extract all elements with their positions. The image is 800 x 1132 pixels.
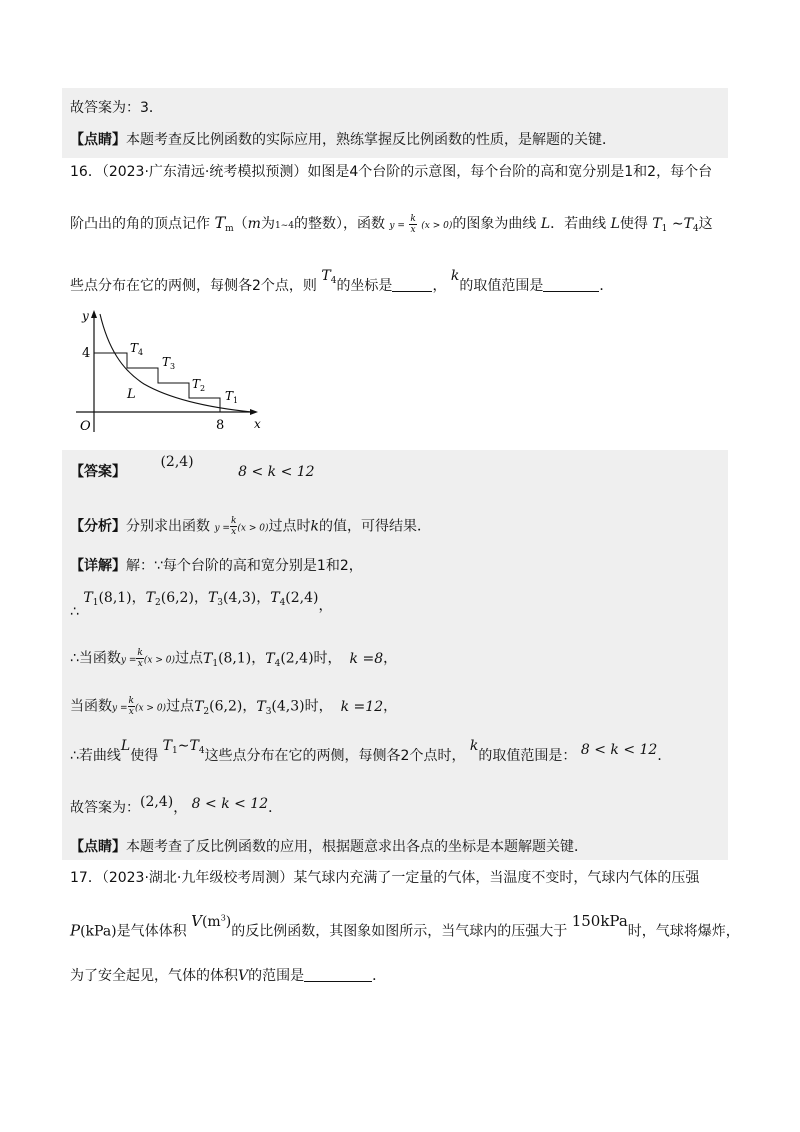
pT2-sub: 2 bbox=[155, 598, 161, 608]
V-var-2: V bbox=[238, 968, 249, 984]
d3-cond: (x > 0) bbox=[143, 655, 175, 666]
c2: ， bbox=[193, 590, 208, 606]
d3-k8: k =8 bbox=[349, 650, 384, 667]
analysis-cond: (x > 0) bbox=[237, 523, 269, 534]
q16-text3b: 的坐标是 bbox=[336, 278, 393, 294]
d5-L: L bbox=[120, 738, 131, 754]
d6-range: 8 < k < 12 bbox=[191, 796, 269, 812]
pT3: T bbox=[207, 590, 218, 606]
d4-frac bbox=[128, 696, 135, 717]
q17-text3a: 为了安全起见，气体的体积 bbox=[70, 968, 238, 984]
detail-intro-text: 解：∵每个台阶的高和宽分别是1和2， bbox=[126, 558, 363, 574]
d4-k12: k =12 bbox=[340, 698, 384, 715]
detail-line3 bbox=[70, 648, 397, 674]
analysis-frac-den: x bbox=[231, 527, 237, 537]
d3c2: 时， bbox=[313, 650, 342, 667]
tilde: ∼ bbox=[671, 216, 684, 232]
d3T1-sub: 1 bbox=[212, 658, 219, 669]
x-label: x bbox=[254, 417, 261, 431]
q17-text3b: 的范围是 bbox=[248, 968, 305, 984]
kPa-unit: (kPa) bbox=[80, 923, 117, 940]
m3-base: (m bbox=[201, 913, 221, 930]
point-T2-coord: (6,2) bbox=[160, 590, 194, 606]
d6a: 故答案为： bbox=[70, 800, 140, 816]
m-var: m bbox=[247, 216, 261, 232]
c1: ， bbox=[131, 590, 146, 606]
point-T4-coord: (2,4) bbox=[285, 590, 319, 606]
d4-T2 bbox=[194, 699, 209, 715]
blank-1[interactable] bbox=[392, 277, 432, 292]
d5T1-sub: 1 bbox=[172, 746, 178, 756]
d6-coord: (2,4) bbox=[140, 794, 174, 810]
y-equals: y = bbox=[389, 221, 405, 231]
d4-y: y = bbox=[112, 703, 128, 714]
pT4: T bbox=[270, 590, 280, 606]
answer-coord: (2,4) bbox=[160, 454, 194, 470]
cond-x: (x > 0) bbox=[421, 221, 453, 231]
d3T4-sub: 4 bbox=[274, 658, 281, 669]
T1-sub: 1 bbox=[661, 224, 668, 234]
dianjing2-text: 本题考查了反比例函数的应用，根据题意求出各点的坐标是本题解题关键． bbox=[126, 839, 588, 855]
d4T2-sub: 2 bbox=[203, 706, 210, 717]
q16-paren: （ bbox=[233, 216, 248, 232]
answer-16 bbox=[70, 454, 315, 482]
pT3-sub: 3 bbox=[217, 598, 224, 608]
staircase bbox=[94, 353, 220, 412]
analysis-text-a: 分别求出函数 bbox=[126, 518, 210, 535]
pT2: T bbox=[145, 590, 155, 606]
k-over-x bbox=[409, 214, 416, 235]
blank-2[interactable] bbox=[543, 277, 599, 292]
V-var: V bbox=[191, 911, 202, 930]
d3b: 过点 bbox=[174, 650, 203, 667]
label-T3: T bbox=[162, 355, 171, 369]
d3-T4-coord: (2,4) bbox=[280, 650, 314, 667]
T1-T4 bbox=[652, 216, 698, 232]
label-T2-sub: 2 bbox=[200, 384, 206, 393]
q16-text3a: 些点分布在它的两侧，每侧各2个点，则 bbox=[70, 278, 317, 294]
answer-label: 【答案】 bbox=[70, 464, 126, 480]
frac-num: k bbox=[410, 213, 416, 224]
m3-sup: 3 bbox=[220, 913, 226, 922]
dianjing-text: 本题考查反比例函数的实际应用，熟练掌握反比例函数的性质，是解题的关键． bbox=[126, 132, 616, 148]
d3-den: x bbox=[137, 659, 143, 669]
L-var-2: L bbox=[610, 216, 620, 232]
d5-period: ． bbox=[657, 748, 672, 764]
d5-k: k bbox=[469, 738, 479, 754]
d3T1: T bbox=[202, 650, 213, 667]
q16-line2 bbox=[70, 213, 713, 239]
P-var: P bbox=[70, 921, 81, 940]
label-T4-sub: 4 bbox=[138, 348, 144, 357]
d4-cond: (x > 0) bbox=[134, 703, 167, 714]
T-sub-m: m bbox=[225, 224, 234, 234]
q16-text1: 如图是4个台阶的示意图，每个台阶的高和宽分别是1和2，每个台 bbox=[307, 164, 713, 180]
q16-text3e: ． bbox=[599, 278, 614, 294]
detail-line5 bbox=[70, 738, 672, 771]
T-letter: T bbox=[214, 213, 226, 232]
q17-text2c: 时，气球将爆炸， bbox=[627, 923, 740, 940]
analysis-k: k bbox=[310, 518, 319, 535]
analysis-16 bbox=[70, 516, 431, 539]
pT1-sub: 1 bbox=[92, 598, 99, 608]
d5T4-sub: 4 bbox=[198, 746, 205, 756]
q17-text3c: ． bbox=[372, 968, 387, 984]
analysis-frac-num: k bbox=[230, 516, 237, 526]
d3-frac bbox=[136, 648, 143, 669]
label-L: L bbox=[127, 387, 136, 402]
q17-text2a: 是气体体积 bbox=[116, 923, 187, 940]
dianjing-label: 【点睛】 bbox=[70, 132, 126, 148]
d3-T4 bbox=[265, 651, 280, 667]
point-T1-coord: (8,1) bbox=[98, 590, 132, 606]
q16-wei: 为 bbox=[260, 216, 275, 232]
d5T4: T bbox=[189, 738, 199, 754]
q17-text2b: 的反比例函数，其图象如图所示，当气球内的压强大于 bbox=[231, 923, 568, 940]
dianjing-15 bbox=[70, 130, 616, 150]
d5a: ∴若曲线 bbox=[70, 748, 121, 764]
range-1-4: 1∼4 bbox=[274, 221, 294, 231]
d3-T1 bbox=[203, 651, 218, 667]
y-label: y bbox=[82, 309, 89, 323]
q16-text2a: 阶凸出的角的顶点记作 bbox=[70, 216, 210, 232]
d3T4: T bbox=[265, 650, 275, 667]
point-T3 bbox=[208, 590, 223, 606]
d5T1: T bbox=[162, 738, 173, 754]
d5-T1T4 bbox=[163, 738, 205, 754]
d3-y: y = bbox=[120, 655, 137, 666]
label-T4: T bbox=[130, 341, 139, 355]
point-T3-coord: (4,3) bbox=[223, 590, 257, 606]
q16-text2e: 的图象为曲线 bbox=[452, 216, 537, 232]
detail-line4 bbox=[70, 696, 397, 722]
q17-line1 bbox=[70, 868, 699, 888]
d4c: ， bbox=[242, 698, 257, 715]
m3-close: ) bbox=[225, 913, 232, 930]
q16-text2d: 的整数），函数 bbox=[293, 216, 385, 232]
T1-letter: T bbox=[652, 216, 662, 232]
c3: ， bbox=[256, 590, 271, 606]
T4-sub: 4 bbox=[692, 224, 699, 234]
d4-T2-coord: (6,2) bbox=[209, 698, 243, 715]
origin-label: O bbox=[80, 419, 91, 434]
d4-den: x bbox=[128, 707, 134, 717]
q17-number: 17． bbox=[70, 870, 102, 886]
d4-T3 bbox=[256, 699, 271, 715]
q16-source: （2023·广东清远·统考模拟预测） bbox=[101, 164, 308, 180]
point-T4 bbox=[270, 590, 285, 606]
label-T1: T bbox=[225, 389, 234, 403]
d5-tilde: ∼ bbox=[177, 738, 190, 754]
point-T2 bbox=[146, 590, 161, 606]
d3-num: k bbox=[137, 648, 143, 658]
analysis-y-eq: y = bbox=[214, 523, 230, 534]
blank-q17[interactable] bbox=[304, 967, 372, 982]
q16-line1 bbox=[70, 162, 712, 182]
d3c: ， bbox=[251, 650, 266, 667]
q17-line2 bbox=[70, 911, 740, 942]
d4b: 过点 bbox=[166, 698, 195, 715]
d4T3-sub: 3 bbox=[265, 706, 272, 717]
tick-4: 4 bbox=[82, 346, 91, 361]
pressure-value: 150kPa bbox=[571, 911, 628, 930]
d3a: ∴当函数 bbox=[70, 650, 121, 667]
q16-line3 bbox=[70, 268, 614, 301]
pT4-sub: 4 bbox=[279, 598, 286, 608]
d4T2: T bbox=[194, 698, 204, 715]
d5b: 使得 bbox=[130, 748, 159, 764]
answer-range: 8 < k < 12 bbox=[238, 464, 315, 480]
T-m bbox=[214, 213, 233, 232]
d3c3: ， bbox=[383, 650, 398, 667]
detail-intro bbox=[70, 556, 363, 576]
d5-range: 8 < k < 12 bbox=[580, 742, 658, 758]
point-T1 bbox=[83, 590, 98, 606]
c4: ， bbox=[318, 598, 333, 614]
label-T2: T bbox=[192, 377, 201, 391]
pT1: T bbox=[83, 590, 93, 606]
label-T3-sub: 3 bbox=[170, 362, 176, 371]
d5d: 的取值范围是： bbox=[478, 748, 577, 764]
d4-T3-coord: (4,3) bbox=[271, 698, 305, 715]
d4T3: T bbox=[256, 698, 266, 715]
detail-points bbox=[70, 588, 333, 620]
d4-num: k bbox=[128, 696, 134, 706]
d4c2: 时， bbox=[304, 698, 333, 715]
T4-letter: T bbox=[683, 216, 693, 232]
detail-line6 bbox=[70, 794, 283, 818]
analysis-text-c: 的值，可得结果． bbox=[319, 518, 431, 535]
staircase-figure bbox=[72, 308, 272, 438]
q16-text3c: ， bbox=[432, 278, 447, 294]
q17-source: （2023·湖北·九年级校考周测） bbox=[101, 870, 294, 886]
dianjing2-label: 【点睛】 bbox=[70, 839, 126, 855]
dianjing-16 bbox=[70, 837, 588, 857]
L-var: L bbox=[540, 216, 551, 232]
k-inline: k bbox=[450, 268, 460, 284]
d3-T1-coord: (8,1) bbox=[218, 650, 252, 667]
d6-period: ． bbox=[268, 800, 283, 816]
q16-text2f: ．若曲线 bbox=[550, 216, 607, 232]
label-T1-sub: 1 bbox=[233, 396, 239, 405]
q16-text2h: 这 bbox=[698, 216, 713, 232]
tick-8: 8 bbox=[216, 418, 225, 433]
d4c3: ， bbox=[383, 698, 398, 715]
q16-text2g: 使得 bbox=[619, 216, 648, 232]
T4i-letter: T bbox=[321, 268, 331, 284]
frac-den: x bbox=[410, 224, 416, 235]
y-arrow bbox=[91, 310, 97, 318]
d5c: 这些点分布在它的两侧，每侧各2个点时， bbox=[204, 748, 466, 764]
therefore-sign: ∴ bbox=[70, 604, 79, 620]
T4i-sub: 4 bbox=[330, 276, 337, 286]
m3-unit bbox=[202, 914, 231, 930]
analysis-label: 【分析】 bbox=[70, 518, 126, 535]
detail-label: 【详解】 bbox=[70, 558, 126, 574]
answer-15-line: 故答案为：3． bbox=[70, 100, 163, 116]
q17-text1: 某气球内充满了一定量的气体，当温度不变时，气球内气体的压强 bbox=[293, 870, 700, 886]
q16-text3d: 的取值范围是 bbox=[459, 278, 544, 294]
d4a: 当函数 bbox=[70, 698, 112, 715]
d6c: ， bbox=[173, 800, 188, 816]
q17-line3 bbox=[70, 966, 386, 986]
analysis-text-b: 过点时 bbox=[268, 518, 311, 535]
T4-inline bbox=[321, 268, 336, 284]
q16-number: 16． bbox=[70, 164, 102, 180]
